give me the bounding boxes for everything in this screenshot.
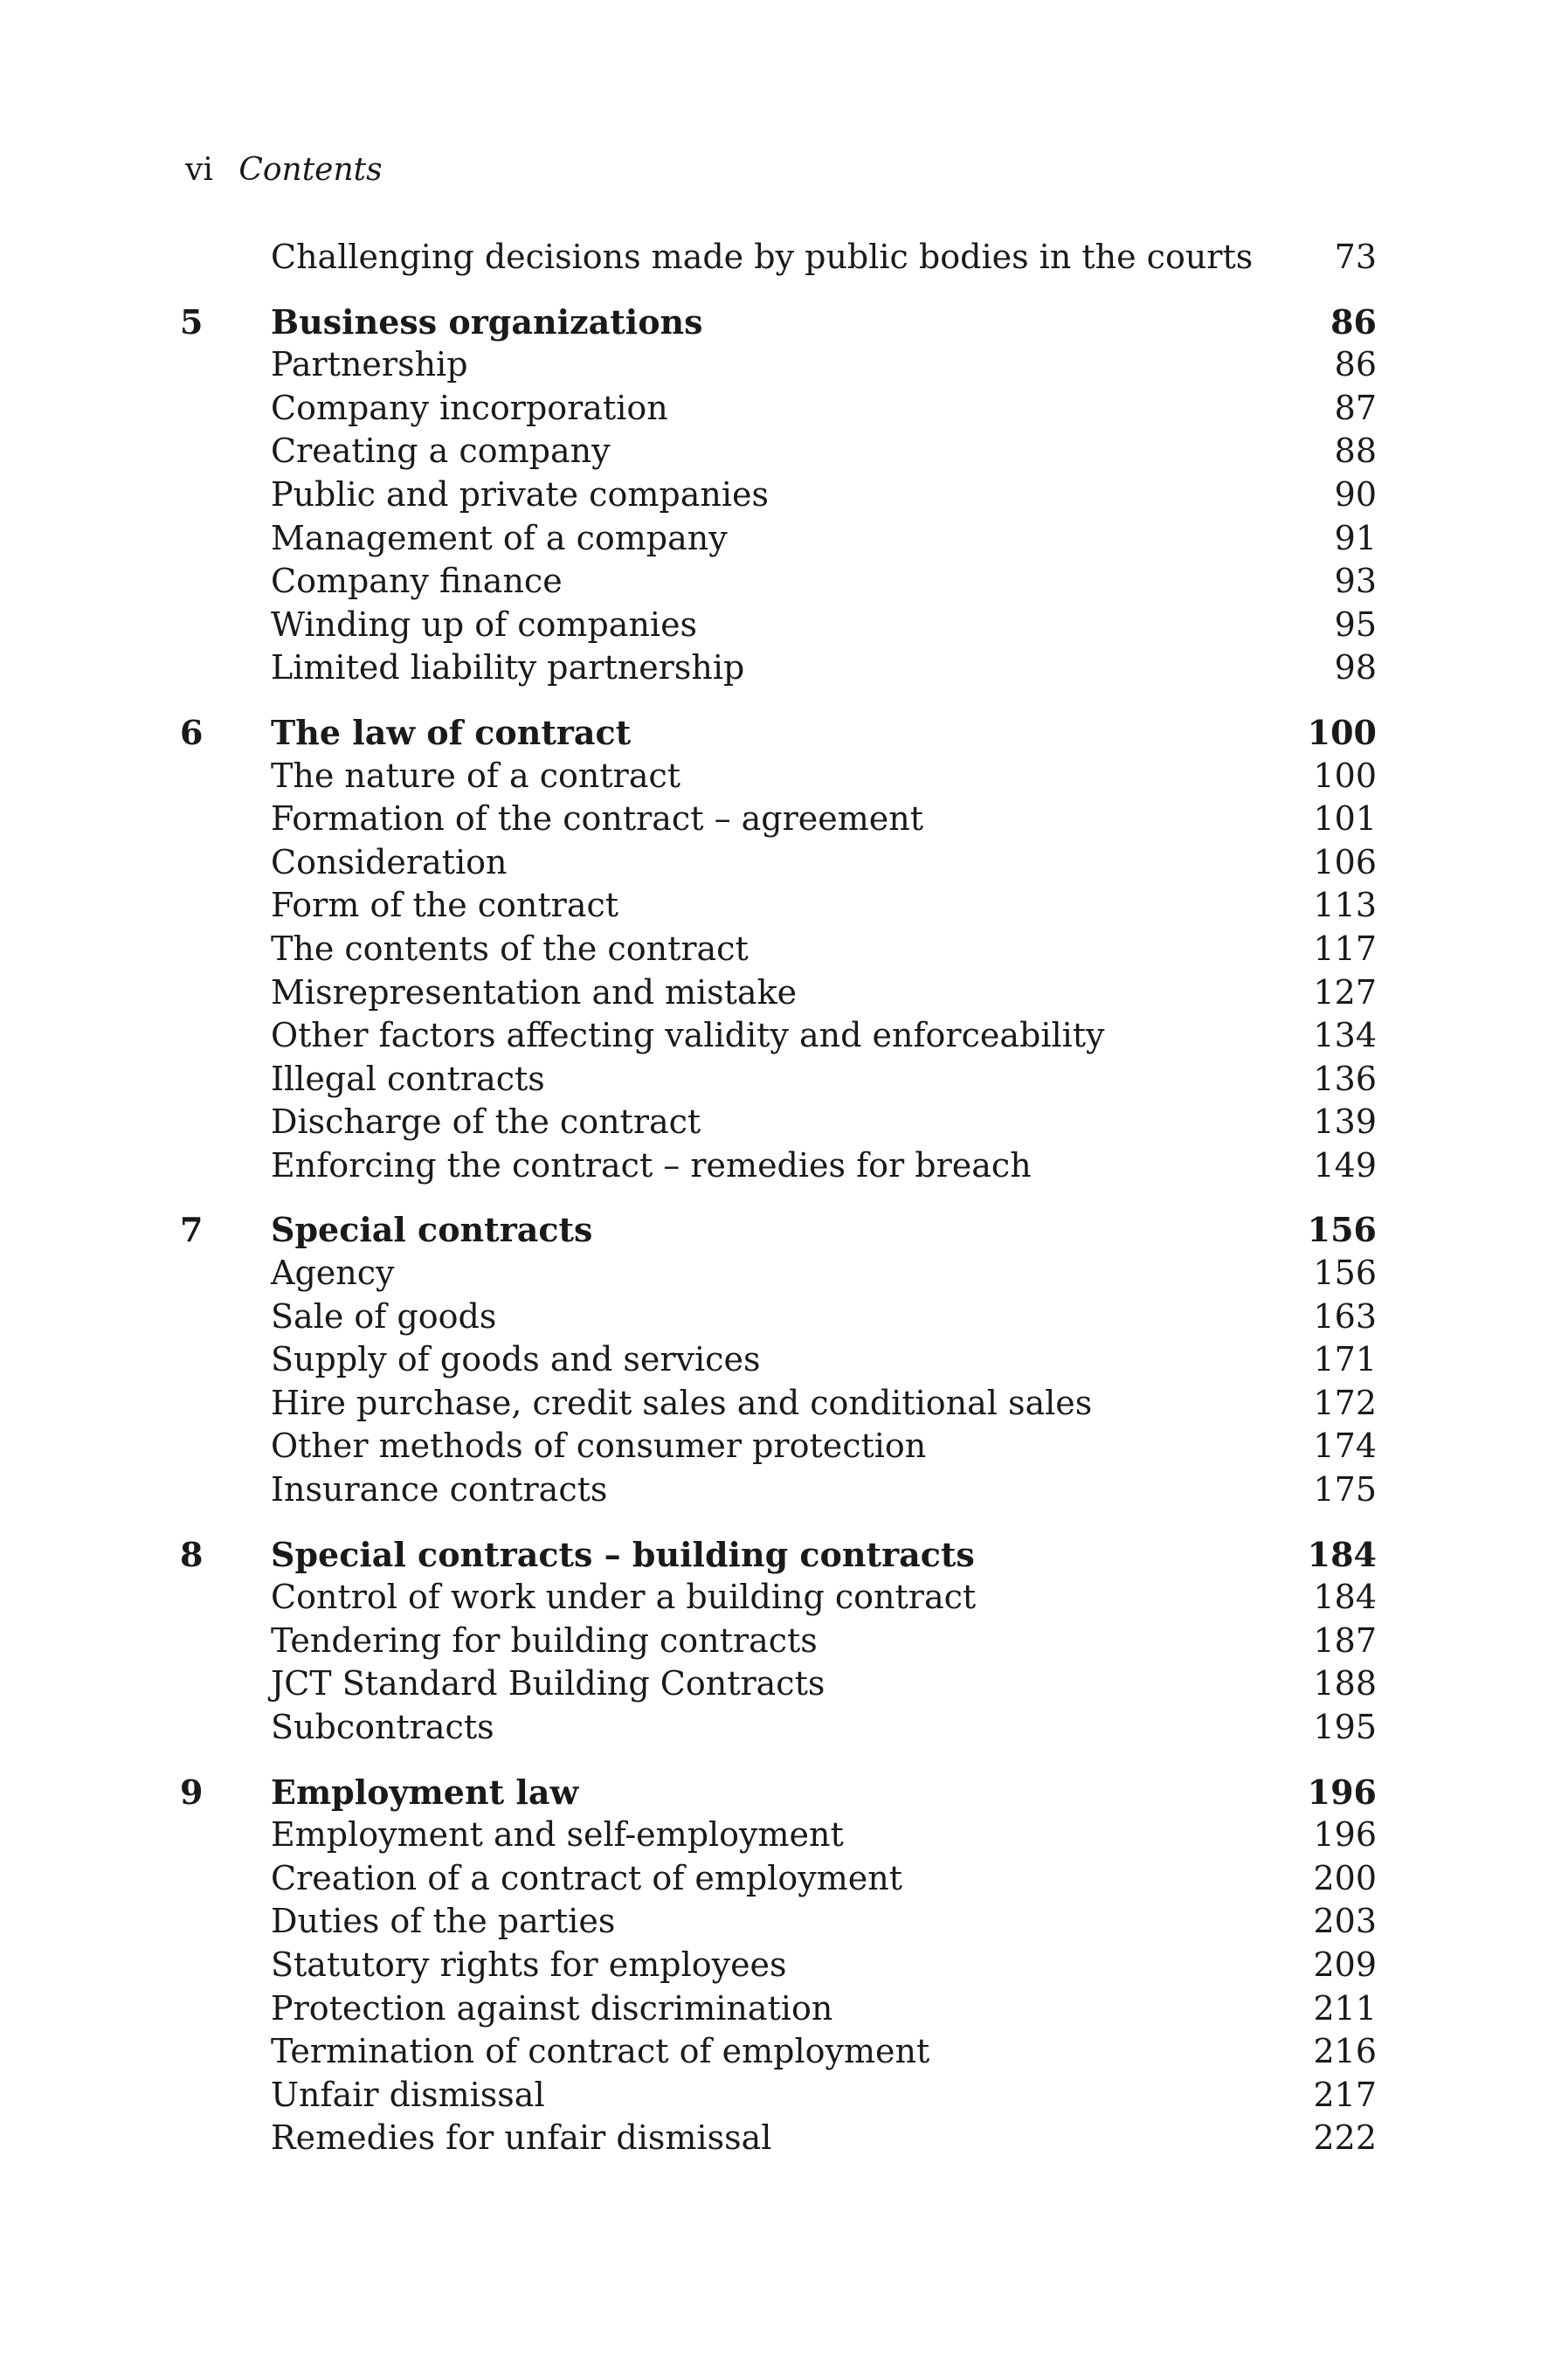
chapter-list [180,301,1377,2160]
chapter-title: The law of contract [271,712,632,752]
toc-section-row[interactable] [180,646,1377,690]
toc-section-row[interactable] [180,928,1377,971]
toc-section-row[interactable] [180,1468,1377,1512]
chapter-number: 7 [180,1210,204,1250]
section-title: Remedies for unfair dismissal [271,2118,772,2158]
section-page-number: 184 [1313,1578,1377,1617]
section-title: Form of the contract [271,886,619,925]
section-page-number: 127 [1313,972,1377,1012]
section-page-number: 136 [1313,1059,1377,1098]
section-page-number: 117 [1313,929,1377,968]
chapter-page-number: 196 [1307,1772,1377,1812]
section-title: Statutory rights for employees [271,1945,787,1984]
section-title: Employment and self-employment [271,1815,844,1855]
toc-section-row[interactable] [180,971,1377,1015]
section-page-number: 175 [1313,1470,1377,1510]
running-head-title: Contents [238,152,383,188]
section-title: Supply of goods and services [271,1340,761,1379]
section-title: Discharge of the contract [271,1102,701,1142]
section-title: Subcontracts [271,1708,494,1746]
section-title: Duties of the parties [271,1902,616,1941]
section-page-number: 209 [1313,1945,1377,1984]
toc-section-row[interactable] [180,1900,1377,1944]
section-page-number: 88 [1334,432,1377,471]
section-title: Agency [271,1254,395,1293]
section-title: Consideration [271,842,508,881]
section-title: Insurance contracts [271,1470,608,1510]
section-page-number: 101 [1313,799,1377,839]
toc-section-row[interactable] [180,1576,1377,1620]
toc-section-row[interactable] [180,560,1377,604]
section-page-number: 195 [1313,1708,1377,1746]
running-head [185,149,383,192]
toc-section-row[interactable] [180,1338,1377,1382]
section-title: Tendering for building contracts [271,1620,818,1660]
section-page-number: 222 [1313,2118,1377,2158]
section-page-number: 217 [1313,2075,1377,2114]
section-title: Unfair dismissal [271,2075,545,2114]
toc-section-row[interactable] [180,1857,1377,1901]
toc-section-row[interactable] [180,1662,1377,1706]
toc-section-row[interactable] [180,1014,1377,1058]
toc-section-row[interactable] [180,430,1377,473]
chapter-number: 8 [180,1534,204,1574]
toc-section-row[interactable] [180,884,1377,928]
section-title: Management of a company [271,518,728,557]
section-page-number: 172 [1313,1383,1377,1422]
toc-section-row[interactable] [180,1814,1377,1857]
toc-chapter-row[interactable] [180,301,1377,344]
toc-section-row[interactable] [180,2117,1377,2160]
toc-chapter-row[interactable] [180,711,1377,755]
chapter-page-number: 100 [1307,712,1377,752]
toc-section-row[interactable] [180,1987,1377,2031]
section-page-number: 91 [1334,518,1377,557]
toc-section-row[interactable] [180,1620,1377,1663]
chapter-number: 6 [180,712,204,752]
section-page-number: 139 [1313,1102,1377,1142]
chapter-number: 5 [180,301,204,342]
section-page-number: 200 [1313,1858,1377,1897]
toc-chapter-row[interactable] [180,1771,1377,1814]
section-title: Other factors affecting validity and enforceability [271,1016,1105,1055]
section-page-number: 174 [1313,1427,1377,1466]
chapter-title: Business organizations [271,301,703,342]
section-page-number: 203 [1313,1902,1377,1941]
toc-chapter-row[interactable] [180,1208,1377,1252]
toc-chapter-row[interactable] [180,1533,1377,1577]
toc-section-row[interactable] [180,1706,1377,1750]
chapter-number: 9 [180,1772,204,1812]
toc-section-row[interactable] [180,236,1377,280]
section-title: Misrepresentation and mistake [271,972,798,1012]
section-title: The contents of the contract [271,929,749,968]
chapter-title: Special contracts – building contracts [271,1534,975,1574]
section-title: Other methods of consumer protection [271,1427,927,1466]
table-of-contents [180,236,1377,2160]
section-page-number: 156 [1313,1254,1377,1293]
toc-section-row[interactable] [180,1144,1377,1188]
section-title: Termination of contract of employment [271,2032,930,2071]
section-title: Hire purchase, credit sales and conditional sales [271,1383,1093,1422]
section-title: Enforcing the contract – remedies for breach [271,1145,1032,1185]
section-page-number: 100 [1313,756,1377,795]
toc-section-row[interactable] [180,2030,1377,2074]
section-page-number: 187 [1313,1620,1377,1660]
section-page-number: 113 [1313,886,1377,925]
chapter-page-number: 184 [1307,1534,1377,1574]
section-title: Limited liability partnership [271,648,745,687]
toc-section-row[interactable] [180,1425,1377,1468]
toc-section-row[interactable] [180,1296,1377,1339]
page-folio: vi [185,152,213,188]
section-page-number: 86 [1334,345,1377,384]
section-page-number: 98 [1334,648,1377,687]
toc-section-row[interactable] [180,387,1377,431]
chapter-page-number: 86 [1330,301,1377,342]
section-title: JCT Standard Building Contracts [271,1664,825,1703]
section-title: Formation of the contract – agreement [271,799,924,839]
toc-section-row[interactable] [180,517,1377,561]
section-page-number: 87 [1334,388,1377,427]
chapter-title: Special contracts [271,1210,593,1250]
toc-section-row[interactable] [180,1252,1377,1296]
toc-section-row[interactable] [180,604,1377,647]
section-title: Public and private companies [271,474,769,514]
toc-section-row[interactable] [180,798,1377,841]
section-title: Creation of a contract of employment [271,1858,902,1897]
section-page-number: 196 [1313,1815,1377,1855]
section-page-number: 73 [1334,238,1377,276]
toc-section-row[interactable] [180,1944,1377,1987]
section-page-number: 106 [1313,842,1377,881]
section-title: Control of work under a building contract [271,1578,977,1617]
section-page-number: 211 [1313,1988,1377,2028]
toc-section-row[interactable] [180,841,1377,885]
section-title: Protection against discrimination [271,1988,833,2028]
toc-section-row[interactable] [180,755,1377,798]
section-title: Challenging decisions made by public bodies in the courts [271,238,1254,276]
section-page-number: 149 [1313,1145,1377,1185]
section-page-number: 134 [1313,1016,1377,1055]
toc-section-row[interactable] [180,2074,1377,2118]
section-title: Illegal contracts [271,1059,545,1098]
toc-section-row[interactable] [180,1058,1377,1102]
section-page-number: 216 [1313,2032,1377,2071]
section-title: Sale of goods [271,1296,497,1336]
chapter-page-number: 156 [1307,1210,1377,1250]
section-title: Company finance [271,562,563,601]
section-page-number: 163 [1313,1296,1377,1336]
section-page-number: 188 [1313,1664,1377,1703]
toc-section-row[interactable] [180,1382,1377,1426]
section-title: The nature of a contract [271,756,681,795]
section-title: Winding up of companies [271,605,698,644]
section-page-number: 171 [1313,1340,1377,1379]
section-title: Company incorporation [271,388,668,427]
toc-section-row[interactable] [180,343,1377,387]
section-page-number: 90 [1334,474,1377,514]
section-title: Creating a company [271,432,611,471]
chapter-title: Employment law [271,1772,579,1812]
section-page-number: 93 [1334,562,1377,601]
toc-section-row[interactable] [180,1101,1377,1144]
section-title: Partnership [271,345,468,384]
section-page-number: 95 [1334,605,1377,644]
toc-section-row[interactable] [180,473,1377,517]
